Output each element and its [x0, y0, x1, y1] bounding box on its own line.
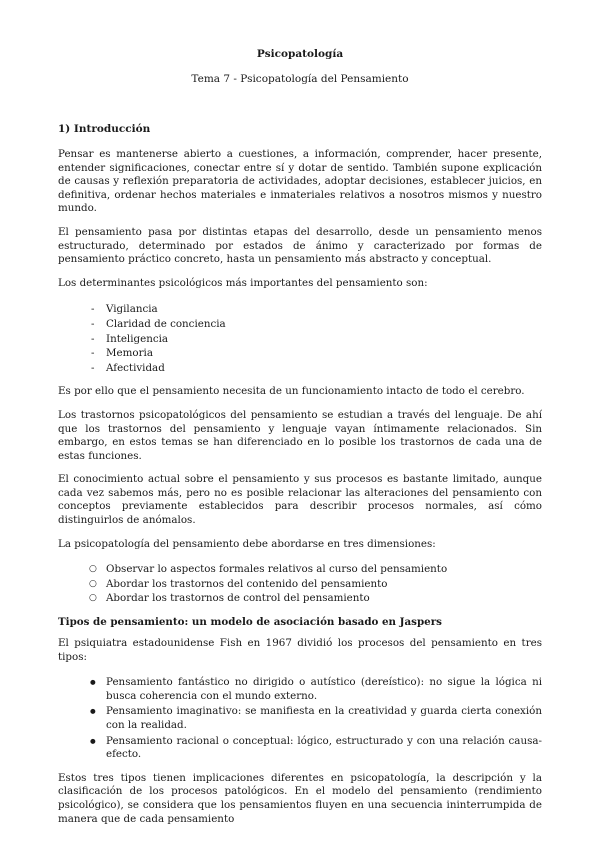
list-item: - Vigilancia [58, 302, 542, 317]
types-list [58, 676, 542, 762]
section-heading-introduccion: 1) Introducción [58, 123, 151, 135]
list-item: ● Pensamiento fantástico no dirigido o autístico (dereístico): no sigue la lógica ni busca coherencia con el mundo externo. [58, 676, 542, 703]
paragraph: El pensamiento pasa por distintas etapas del desarrollo, desde un pensamiento menos estructurado, determinado por estados de ánimo y caracterizado por formas de pensamiento práctico concreto, hasta un pensamiento más abstracto y conceptual. [58, 225, 542, 266]
list-item: ● Pensamiento racional o conceptual: lógico, estructurado y con una relación causa-efecto. [58, 735, 542, 762]
paragraph: El conocimiento actual sobre el pensamiento y sus procesos es bastante limitado, aunque cada vez sabemos más, pero no es posible relacionar las alteraciones del pensamiento con conceptos previamente establecidos para describir procesos normales, así cómo distinguirlos de anómalos. [58, 473, 542, 527]
document-subtitle: Tema 7 - Psicopatología del Pensamiento [191, 73, 409, 85]
list-item: - Afectividad [58, 361, 542, 376]
list-item: ○ Observar lo aspectos formales relativos al curso del pensamiento [58, 562, 542, 577]
paragraph: La psicopatología del pensamiento debe abordarse en tres dimensiones: [58, 537, 436, 550]
paragraph: Es por ello que el pensamiento necesita de un funcionamiento intacto de todo el cerebro. [58, 385, 525, 398]
list-item: ● Pensamiento imaginativo: se manifiesta en la creatividad y guarda cierta conexión con la realidad. [58, 705, 542, 732]
list-item: ○ Abordar los trastornos del contenido del pensamiento [58, 577, 542, 592]
determinants-list [58, 302, 542, 375]
paragraph: Los determinantes psicológicos más importantes del pensamiento son: [58, 276, 428, 289]
paragraph: Pensar es mantenerse abierto a cuestiones, a información, comprender, hacer presente, entender significaciones, conectar entre sí y dotar de sentido. También supone explicación de causas y reflexión preparatoria de actividades, adoptar decisiones, establecer juicios, en definitiva, ordenar hechos materiales e inmateriales relativos a nosotros mismos y nuestro mundo. [58, 148, 542, 215]
list-item: - Memoria [58, 346, 542, 361]
dimensions-list [58, 562, 542, 606]
paragraph: El psiquiatra estadounidense Fish en 1967 dividió los procesos del pensamiento en tres tipos: [58, 637, 542, 663]
section-heading-tipos: Tipos de pensamiento: un modelo de asociación basado en Jaspers [58, 616, 442, 629]
list-item: - Inteligencia [58, 332, 542, 347]
list-item: - Claridad de conciencia [58, 317, 542, 332]
document-title: Psicopatología [256, 48, 344, 60]
list-item: ○ Abordar los trastornos de control del pensamiento [58, 591, 542, 606]
paragraph: Los trastornos psicopatológicos del pensamiento se estudian a través del lenguaje. De ahí que los trastornos del pensamiento y lenguaje vayan íntimamente relacionados. Sin embargo, en estos temas se han diferenciado en lo posible los trastornos de cada una de estas funciones. [58, 408, 542, 462]
paragraph: Estos tres tipos tienen implicaciones diferentes en psicopatología, la descripción y la clasificación de los procesos patológicos. En el modelo del pensamiento (rendimiento psicológico), se considera que los pensamientos fluyen en una secuencia ininterrumpida de manera que de cada pensamiento [58, 771, 542, 825]
